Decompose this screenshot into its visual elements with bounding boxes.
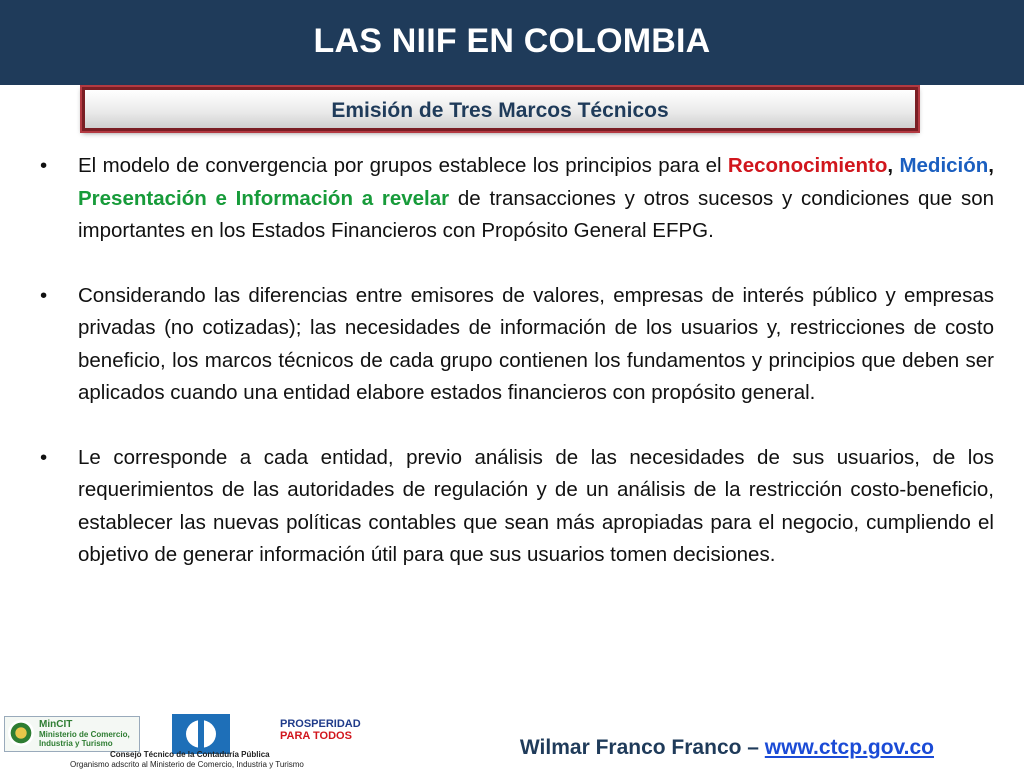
title-bar bbox=[0, 0, 1024, 85]
author-credit bbox=[520, 736, 934, 760]
comma-1: , bbox=[887, 154, 900, 177]
ctcp-website-link[interactable]: www.ctcp.gov.co bbox=[764, 736, 934, 759]
bullet-2-text: Considerando las diferencias entre emisores de valores, empresas de interés público y empresas privadas (no cotizadas); las necesidades de información de los usuarios y, restricciones de costo beneficio, los marcos técnicos de cada grupo contienen los fundamentos y principios que deben ser aplicados cuando una entidad elabore estados financieros con propósito general. bbox=[78, 283, 994, 404]
prosperidad-logo bbox=[280, 718, 361, 742]
consejo-label: Consejo Técnico de la Contaduría Pública bbox=[110, 750, 270, 759]
prosperidad-line-2: PARA TODOS bbox=[280, 730, 352, 742]
comma-2: , bbox=[988, 154, 994, 177]
bullet-1 bbox=[36, 150, 994, 248]
footer-logos bbox=[0, 710, 420, 768]
bullet-3-text: Le corresponde a cada entidad, previo análisis de las necesidades de sus usuarios, de los requerimientos de las autoridades de regulación y de un análisis de la restricción costo-beneficio, establecer las nuevas políticas contables que sean más apropiadas para el negocio, cumpliendo el objetivo de generar información útil para que sus usuarios tomen decisiones. bbox=[78, 445, 994, 566]
bullet-2 bbox=[36, 280, 994, 410]
mincit-subtitle: Ministerio de Comercio, Industria y Turismo bbox=[39, 730, 130, 748]
term-reconocimiento: Reconocimiento bbox=[727, 154, 888, 177]
subtitle-banner bbox=[82, 87, 918, 131]
mincit-logo bbox=[4, 716, 140, 752]
author-name: Wilmar Franco Franco – bbox=[519, 736, 765, 759]
bullet-3 bbox=[36, 442, 994, 572]
bullet-1-text-b: de transacciones y otros sucesos y condiciones que son importantes en los Estados Financieros con Propósito General EFPG. bbox=[78, 186, 994, 242]
bullet-1-text-a: El modelo de convergencia por grupos establece los principios para el bbox=[78, 154, 728, 177]
bullet-dot-icon: • bbox=[40, 154, 48, 177]
organismo-label: Organismo adscrito al Ministerio de Comercio, Industria y Turismo bbox=[70, 760, 304, 769]
slide-title: LAS NIIF EN COLOMBIA bbox=[313, 22, 711, 60]
mincit-title: MinCIT bbox=[39, 719, 73, 730]
term-presentacion: Presentación e Información a revelar bbox=[78, 186, 450, 210]
prosperidad-line-1: PROSPERIDAD bbox=[280, 718, 361, 730]
bullet-dot-icon: • bbox=[40, 445, 48, 469]
ctcp-logo-icon bbox=[172, 714, 230, 754]
term-medicion: Medición bbox=[899, 154, 989, 177]
subtitle-text: Emisión de Tres Marcos Técnicos bbox=[331, 99, 669, 122]
slide-content bbox=[36, 150, 994, 604]
bullet-dot-icon: • bbox=[40, 283, 48, 307]
colombia-crest-icon bbox=[8, 720, 34, 746]
